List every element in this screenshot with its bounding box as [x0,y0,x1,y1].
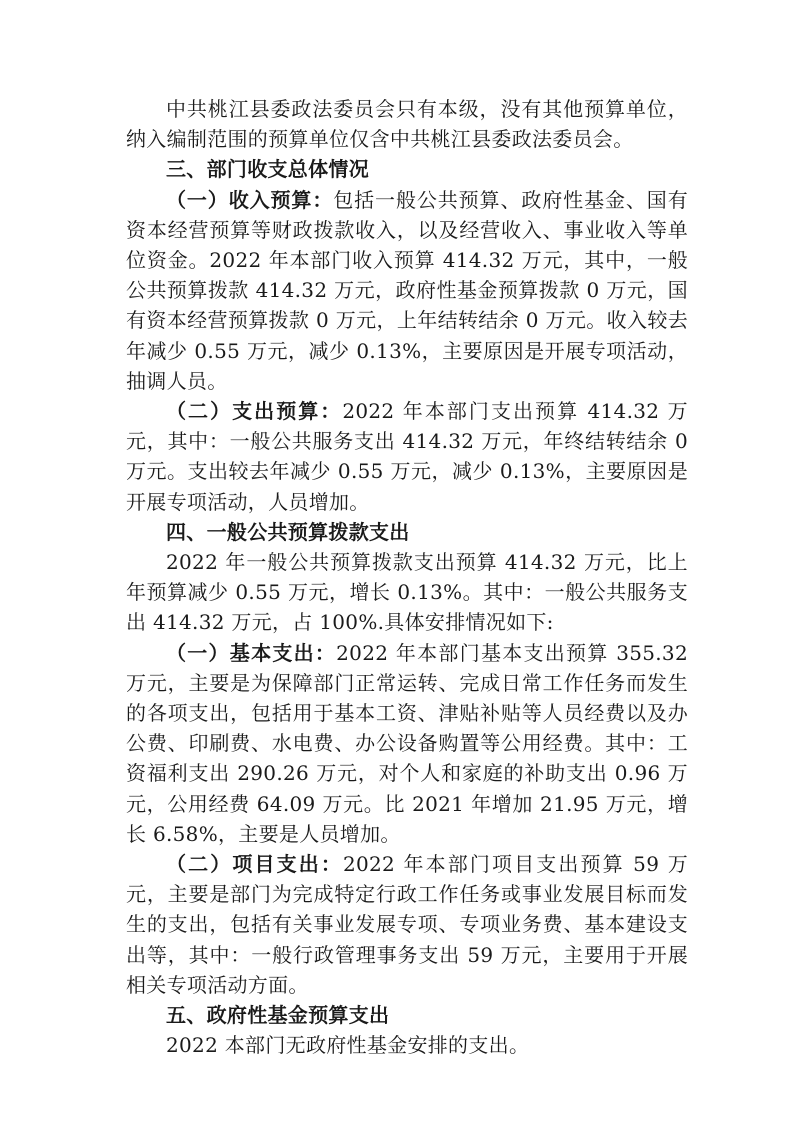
basic-expense-lead: （一）基本支出： [166,640,337,665]
intro-paragraph: 中共桃江县委政法委员会只有本级，没有其他预算单位，纳入编制范围的预算单位仅含中共桃江县委政法委员会。 [126,97,688,152]
section-3-heading: 三、部门收支总体情况 [166,157,369,182]
basic-expense-text: 2022 年本部门基本支出预算 355.32 万元，主要是为保障部门正常运转、完成日常工作任务而发生的各项支出，包括用于基本工资、津贴补贴等人员经费以及办公费、印刷费、水电费、办公设备购置等公用经费。其中：工资福利支出 290.26 万元，对个人和家庭的补助支出 0.96 万元，公用经费 64.09 万元。比 2021 年增加 21.95 万元，增长 6.58%，主要是人员增加。 [126,640,688,846]
basic-expense-paragraph [126,638,688,849]
expense-budget-paragraph [126,396,688,517]
income-budget-lead: （一）收入预算： [166,187,334,212]
document-page [126,94,688,1061]
project-expense-paragraph [126,849,688,1000]
income-budget-text: 包括一般公共预算、政府性基金、国有资本经营预算等财政拨款收入，以及经营收入、事业收入等单位资金。2022 年本部门收入预算 414.32 万元，其中，一般公共预算拨款 414.32 万元，政府性基金预算拨款 0 万元，国有资本经营预算拨款 0 万元，上年结转结余 0 万元。收入较去年减少 0.55 万元，减少 0.13%，主要原因是开展专项活动，抽调人员。 [126,187,688,393]
expense-budget-text: 2022 年本部门支出预算 414.32 万元，其中：一般公共服务支出 414.32 万元，年终结转结余 0 万元。支出较去年减少 0.55 万元，减少 0.13%，主要原因是开展专项活动，人员增加。 [126,399,688,514]
section-4-summary: 2022 年一般公共预算拨款支出预算 414.32 万元，比上年预算减少 0.55 万元，增长 0.13%。其中：一般公共服务支出 414.32 万元，占 100%.具体安排情况如下: [126,550,688,635]
expense-budget-lead: （二）支出预算： [166,399,343,424]
project-expense-text: 2022 年本部门项目支出预算 59 万元，主要是部门为完成特定行政工作任务或事业发展目标而发生的支出，包括有关事业发展专项、专项业务费、基本建设支出等，其中：一般行政管理事务支出 59 万元，主要用于开展相关专项活动方面。 [126,852,689,997]
section-4-heading: 四、一般公共预算拨款支出 [166,519,410,544]
section-5-heading: 五、政府性基金预算支出 [166,1003,390,1028]
project-expense-lead: （二）项目支出： [166,852,343,877]
income-budget-paragraph [126,185,688,396]
section-5-text: 2022 本部门无政府性基金安排的支出。 [166,1033,530,1058]
